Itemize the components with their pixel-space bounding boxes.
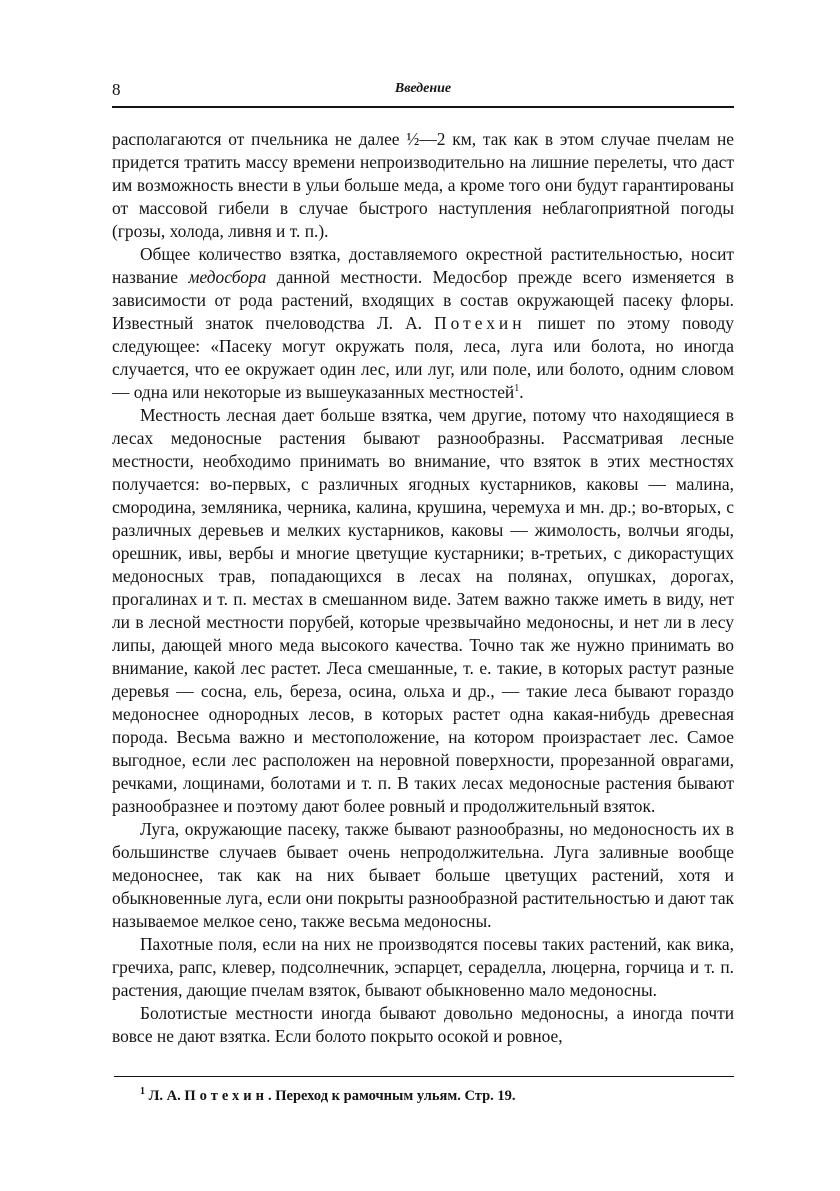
footnote-author-name: Потехин — [184, 1088, 268, 1104]
page-header — [112, 80, 734, 104]
paragraph: Пахотные поля, если на них не производятся посевы таких растений, как вика, гречиха, рапс, клевер, подсолнечник, эспарцет, сераделла, люцерна, горчица и т. п. растения, дающие пчелам взяток, бывают обыкновенно мало медоносны. — [112, 934, 734, 1000]
running-head: Введение — [394, 81, 452, 96]
paragraph: Луга, окружающие пасеку, также бывают разнообразны, но медоносность их в большинстве случаев бывает очень непродолжительна. Луга заливные вообще медоноснее, так как на них бывает больше цветущих растений, хотя и обыкновенные луга, если они покрыты разнообразной растительностью и дают так называемое мелкое сено, также весьма медоносны. — [112, 819, 734, 931]
text-run: Общее количество взятка, доставляемого окрестной растительностью, носит название — [112, 244, 734, 287]
paragraph: Болотистые местности иногда бывают довольно медоносны, а иногда почти вовсе не дают взятка. Если болото покрыто осокой и ровное, — [112, 1003, 734, 1046]
footnote-author: Л. А. — [148, 1088, 185, 1104]
footnote-mark: 1 — [140, 1086, 145, 1098]
footnote — [140, 1088, 734, 1105]
text-run: пишет по этому поводу следующее: «Пасеку могут окружать поля, леса, луга или болота, но иногда случается, что ее окружает один лес, или луг, или поле, или болото, одним словом — одна или некоторые из вышеуказанных местностей — [112, 313, 734, 402]
paragraph — [112, 243, 734, 404]
header-rule — [112, 106, 734, 108]
paragraph: Местность лесная дает больше взятка, чем другие, потому что находящиеся в лесах медоносные растения бывают разнообразны. Рассматривая лесные местности, необходимо принимать во внимание, что взяток в этих местностях получается: во-первых, с различных ягодных кустарников, каковы — малина, смородина, земляника, черника, калина, крушина, черемуха и мн. др.; во-вторых, с различных деревьев и мелких кустарников, каковы — жимолость, волчьи ягоды, орешник, ивы, вербы и многие цветущие кустарники; в-третьих, с дикорастущих медоносных трав, попадающихся в лесах на полянах, опушках, дорогах, прогалинах и т. п. местах в смешанном виде. Затем важно также иметь в виду, нет ли в лесной местности порубей, которые чрезвычайно медоносны, и нет ли в лесу липы, дающей много меда высокого качества. Точно так же нужно принимать во внимание, какой лес растет. Леса смешанные, т. е. такие, в которых растут разные деревья — сосна, ель, береза, осина, ольха и др., — такие леса бывают гораздо медоноснее однородных лесов, в которых растет одна какая-нибудь древесная порода. Весьма важно и местоположение, на котором произрастает лес. Самое выгодное, если лес расположен на неровной поверхности, прорезанной оврагами, речками, лощинами, болотами и т. п. В таких лесах медоносные растения бывают разнообразнее и поэтому дают более ровный и продолжительный взяток. — [112, 405, 734, 816]
footnote-text: . Переход к рамочным ульям. Стр. 19. — [267, 1088, 516, 1104]
text-run: . — [519, 382, 524, 402]
body-text — [112, 128, 734, 1048]
footnote-rule — [114, 1076, 734, 1077]
paragraph: располагаются от пчельника не далее ½—2 км, так как в этом случае пчелам не придется тратить массу времени непроизводительно на лишние перелеты, что даст им возможность внести в ульи больше меда, а кроме того они будут гарантированы от массовой гибели в случае быстрого наступления неблагоприятной погоды (грозы, холода, ливня и т. п.). — [112, 129, 734, 241]
text-run: данной местности. Медосбор прежде всего изменяется в зависимости от рода растений, входящих в состав окружающей пасеку флоры. Известный знаток пчеловодства Л. А. — [112, 267, 734, 333]
page-number: 8 — [112, 80, 121, 99]
author-name: Потехин — [434, 313, 526, 333]
emphasis: медосбора — [188, 267, 267, 287]
footnote-marker[interactable]: 1 — [514, 383, 520, 395]
